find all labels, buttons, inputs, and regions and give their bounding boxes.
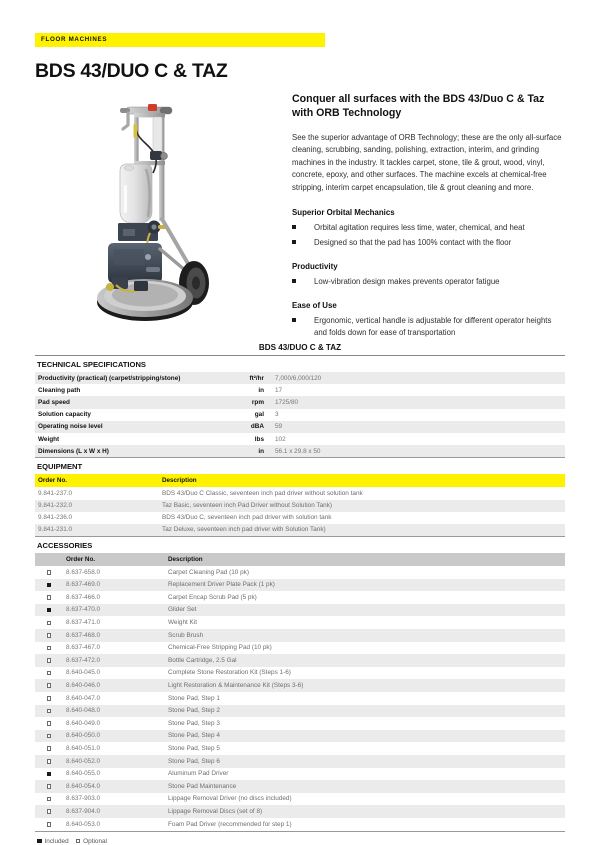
floor-machine-illustration <box>90 99 235 327</box>
optional-swatch-icon <box>76 839 81 844</box>
equipment-table <box>35 474 565 537</box>
accessory-include-marker <box>35 805 63 818</box>
spec-block-heading: TECHNICAL SPECIFICATIONS <box>37 360 146 369</box>
accessory-description: Stone Pad, Step 2 <box>165 705 565 718</box>
spec-table-title: BDS 43/DUO C & TAZ <box>35 343 565 356</box>
table-row <box>35 717 565 730</box>
spec-unit: in <box>221 384 272 396</box>
square-bullet-icon <box>292 279 296 283</box>
accessories-table <box>35 553 565 831</box>
accessory-description: Light Restoration & Maintenance Kit (Steps 3-6) <box>165 679 565 692</box>
optional-swatch-icon <box>47 683 52 688</box>
accessory-include-marker <box>35 629 63 642</box>
included-swatch-icon <box>47 583 52 588</box>
equipment-block-heading: EQUIPMENT <box>37 462 83 472</box>
optional-swatch-icon <box>47 658 52 663</box>
legend-included-label: Included <box>44 837 69 845</box>
accessory-include-marker <box>35 755 63 768</box>
feature-list-item <box>292 237 564 249</box>
table-row <box>35 692 565 705</box>
spec-label: Pad speed <box>35 396 221 408</box>
spec-label: Dimensions (L x W x H) <box>35 445 221 458</box>
description-heading: Conquer all surfaces with the BDS 43/Duo C & Taz with ORB Technology <box>292 93 545 120</box>
equipment-col-description: Description <box>159 474 565 487</box>
table-row <box>35 730 565 743</box>
accessory-description: Stone Pad, Step 1 <box>165 692 565 705</box>
feature-text: Ergonomic, vertical handle is adjustable for different operator heights and folds down for ease of transportation <box>314 315 552 338</box>
accessories-legend <box>35 838 565 845</box>
accessory-description: Stone Pad, Step 3 <box>165 717 565 730</box>
spec-label: Operating noise level <box>35 421 221 433</box>
feature-section-heading: Productivity <box>292 261 338 271</box>
accessory-description: Stone Pad, Step 4 <box>165 730 565 743</box>
optional-swatch-icon <box>47 646 52 651</box>
table-row <box>35 566 565 579</box>
category-banner-label: FLOOR MACHINES <box>41 36 108 43</box>
equipment-col-order: Order No. <box>35 474 159 487</box>
accessory-include-marker <box>35 705 63 718</box>
table-row <box>35 616 565 629</box>
feature-sections <box>292 208 564 339</box>
page-title: BDS 43/DUO C & TAZ <box>35 60 228 82</box>
included-swatch-icon <box>47 608 52 613</box>
feature-text: Orbital agitation requires less time, water, chemical, and heat <box>314 222 525 232</box>
equipment-description: BDS 43/Duo C, seventeen inch pad driver with solution tank <box>159 512 565 524</box>
accessory-order-no: 8.637-658.0 <box>63 566 165 579</box>
accessory-order-no: 8.640-050.0 <box>63 730 165 743</box>
spec-value: 102 <box>272 433 565 445</box>
accessory-description: Foam Pad Driver (recommended for step 1) <box>165 818 565 831</box>
accessory-description: Scrub Brush <box>165 629 565 642</box>
table-row <box>35 409 565 421</box>
spec-value: 1725/80 <box>272 396 565 408</box>
feature-list <box>292 315 564 339</box>
feature-text: Designed so that the pad has 100% contact with the floor <box>314 237 512 247</box>
accessory-description: Aluminum Pad Driver <box>165 768 565 781</box>
spec-value: 17 <box>272 384 565 396</box>
optional-swatch-icon <box>47 822 52 827</box>
optional-swatch-icon <box>47 570 52 575</box>
table-row <box>35 579 565 592</box>
accessory-order-no: 8.637-903.0 <box>63 793 165 806</box>
spec-value: 7,000/6,000/120 <box>272 372 565 384</box>
feature-text: Low-vibration design makes prevents operator fatigue <box>314 276 500 286</box>
table-row <box>35 433 565 445</box>
optional-swatch-icon <box>47 709 52 714</box>
tables-area <box>35 343 565 845</box>
accessory-description: Stone Pad, Step 5 <box>165 742 565 755</box>
table-row <box>35 445 565 458</box>
accessory-description: Chemical-Free Stripping Pad (10 pk) <box>165 642 565 655</box>
accessory-order-no: 8.637-904.0 <box>63 805 165 818</box>
accessory-include-marker <box>35 730 63 743</box>
spec-value: 59 <box>272 421 565 433</box>
table-row <box>35 629 565 642</box>
optional-swatch-icon <box>47 633 52 638</box>
spec-value: 56.1 x 29.8 x 50 <box>272 445 565 458</box>
optional-swatch-icon <box>47 759 52 764</box>
accessories-col-description: Description <box>165 553 565 566</box>
spec-label: Productivity (practical) (carpet/stripping/stone) <box>35 372 221 384</box>
spec-label: Weight <box>35 433 221 445</box>
accessories-table-header <box>35 553 565 566</box>
equipment-description: Taz Deluxe, seventeen inch pad driver with Solution Tank) <box>159 524 565 537</box>
square-bullet-icon <box>292 240 296 244</box>
feature-list-item <box>292 315 564 339</box>
feature-list <box>292 276 564 288</box>
spec-label: Solution capacity <box>35 409 221 421</box>
feature-section-heading: Ease of Use <box>292 300 337 310</box>
accessory-order-no: 8.637-466.0 <box>63 591 165 604</box>
accessory-description: Weight Kit <box>165 616 565 629</box>
accessory-description: Glider Set <box>165 604 565 617</box>
accessories-col-mark <box>35 553 63 566</box>
accessory-include-marker <box>35 692 63 705</box>
table-row <box>35 667 565 680</box>
optional-swatch-icon <box>47 721 52 726</box>
table-row <box>35 500 565 512</box>
table-row <box>35 591 565 604</box>
accessory-include-marker <box>35 742 63 755</box>
table-row <box>35 793 565 806</box>
feature-list <box>292 222 564 249</box>
optional-swatch-icon <box>47 784 52 789</box>
accessory-include-marker <box>35 654 63 667</box>
accessory-order-no: 8.640-052.0 <box>63 755 165 768</box>
accessory-order-no: 8.637-467.0 <box>63 642 165 655</box>
table-row <box>35 372 565 384</box>
feature-list-item <box>292 222 564 234</box>
accessory-order-no: 8.640-048.0 <box>63 705 165 718</box>
accessory-order-no: 8.637-470.0 <box>63 604 165 617</box>
accessory-description: Complete Stone Restoration Kit (Steps 1-6) <box>165 667 565 680</box>
table-row <box>35 487 565 499</box>
legend-optional-label: Optional <box>83 837 107 845</box>
table-row <box>35 705 565 718</box>
accessory-include-marker <box>35 642 63 655</box>
table-row <box>35 805 565 818</box>
accessory-order-no: 8.640-047.0 <box>63 692 165 705</box>
accessory-order-no: 8.637-472.0 <box>63 654 165 667</box>
accessory-description: Carpet Encap Scrub Pad (5 pk) <box>165 591 565 604</box>
accessories-block-heading: ACCESSORIES <box>37 541 93 551</box>
optional-swatch-icon <box>47 595 52 600</box>
accessory-include-marker <box>35 793 63 806</box>
optional-swatch-icon <box>47 696 52 701</box>
optional-swatch-icon <box>47 734 52 739</box>
table-row <box>35 524 565 537</box>
accessory-description: Lippage Removal Driver (no discs included) <box>165 793 565 806</box>
description-intro: See the superior advantage of ORB Technology; these are the only all-surface cleaning, scrubbing, sanding, polishing, extraction, interim, and grinding machines in the industry. It tackles carpet, stone, tile & grout, wood, vinyl, concrete, epoxy, and other surfaces. The machine excels at chemical-free stripping, interim carpet encapsulation, tile & grout cleaning and more. <box>292 132 562 193</box>
equipment-order-no: 9.841-236.0 <box>35 512 159 524</box>
accessory-description: Stone Pad, Step 6 <box>165 755 565 768</box>
accessory-include-marker <box>35 679 63 692</box>
square-bullet-icon <box>292 318 296 322</box>
spec-label: Cleaning path <box>35 384 221 396</box>
accessory-include-marker <box>35 717 63 730</box>
accessory-include-marker <box>35 667 63 680</box>
accessory-description: Bottle Cartridge, 2.5 Gal <box>165 654 565 667</box>
table-row <box>35 742 565 755</box>
accessory-include-marker <box>35 616 63 629</box>
accessory-order-no: 8.637-471.0 <box>63 616 165 629</box>
table-row <box>35 421 565 433</box>
table-row <box>35 396 565 408</box>
table-row <box>35 679 565 692</box>
table-row <box>35 604 565 617</box>
product-description <box>292 92 564 342</box>
accessory-include-marker <box>35 604 63 617</box>
spec-unit: gal <box>221 409 272 421</box>
accessory-include-marker <box>35 591 63 604</box>
included-swatch-icon <box>37 839 42 844</box>
accessory-description: Lippage Removal Discs (set of 8) <box>165 805 565 818</box>
accessory-include-marker <box>35 768 63 781</box>
equipment-description: Taz Basic, seventeen inch Pad Driver without Solution Tank) <box>159 500 565 512</box>
product-image <box>35 95 280 330</box>
optional-swatch-icon <box>47 671 52 676</box>
feature-list-item <box>292 276 564 288</box>
optional-swatch-icon <box>47 621 52 626</box>
table-row <box>35 642 565 655</box>
accessory-description: Stone Pad Maintenance <box>165 780 565 793</box>
spec-unit: in <box>221 445 272 458</box>
accessory-description: Replacement Driver Plate Pack (1 pk) <box>165 579 565 592</box>
table-row <box>35 512 565 524</box>
accessory-order-no: 8.640-049.0 <box>63 717 165 730</box>
accessory-include-marker <box>35 579 63 592</box>
accessory-include-marker <box>35 566 63 579</box>
accessory-description: Carpet Cleaning Pad (10 pk) <box>165 566 565 579</box>
accessory-order-no: 8.637-469.0 <box>63 579 165 592</box>
square-bullet-icon <box>292 225 296 229</box>
table-row <box>35 818 565 831</box>
accessory-order-no: 8.640-046.0 <box>63 679 165 692</box>
table-row <box>35 384 565 396</box>
accessory-include-marker <box>35 818 63 831</box>
accessory-order-no: 8.640-053.0 <box>63 818 165 831</box>
accessory-order-no: 8.640-045.0 <box>63 667 165 680</box>
spec-value: 3 <box>272 409 565 421</box>
optional-swatch-icon <box>47 809 52 814</box>
table-row <box>35 780 565 793</box>
category-banner <box>35 33 325 47</box>
equipment-table-header <box>35 474 565 487</box>
accessory-order-no: 8.637-468.0 <box>63 629 165 642</box>
equipment-order-no: 9.841-232.0 <box>35 500 159 512</box>
table-row <box>35 755 565 768</box>
equipment-order-no: 9.841-231.0 <box>35 524 159 537</box>
accessory-order-no: 8.640-055.0 <box>63 768 165 781</box>
optional-swatch-icon <box>47 746 52 751</box>
accessory-order-no: 8.640-051.0 <box>63 742 165 755</box>
table-row <box>35 654 565 667</box>
spec-unit: ft²/hr <box>221 372 272 384</box>
accessories-col-order: Order No. <box>63 553 165 566</box>
optional-swatch-icon <box>47 797 52 802</box>
spec-unit: lbs <box>221 433 272 445</box>
table-row <box>35 768 565 781</box>
spec-unit: rpm <box>221 396 272 408</box>
feature-section-heading: Superior Orbital Mechanics <box>292 207 395 217</box>
technical-specifications-table <box>35 372 565 458</box>
equipment-order-no: 9.841-237.0 <box>35 487 159 499</box>
accessory-include-marker <box>35 780 63 793</box>
accessory-order-no: 8.640-054.0 <box>63 780 165 793</box>
equipment-description: BDS 43/Duo C Classic, seventeen inch pad driver without solution tank <box>159 487 565 499</box>
spec-unit: dBA <box>221 421 272 433</box>
included-swatch-icon <box>47 772 52 777</box>
